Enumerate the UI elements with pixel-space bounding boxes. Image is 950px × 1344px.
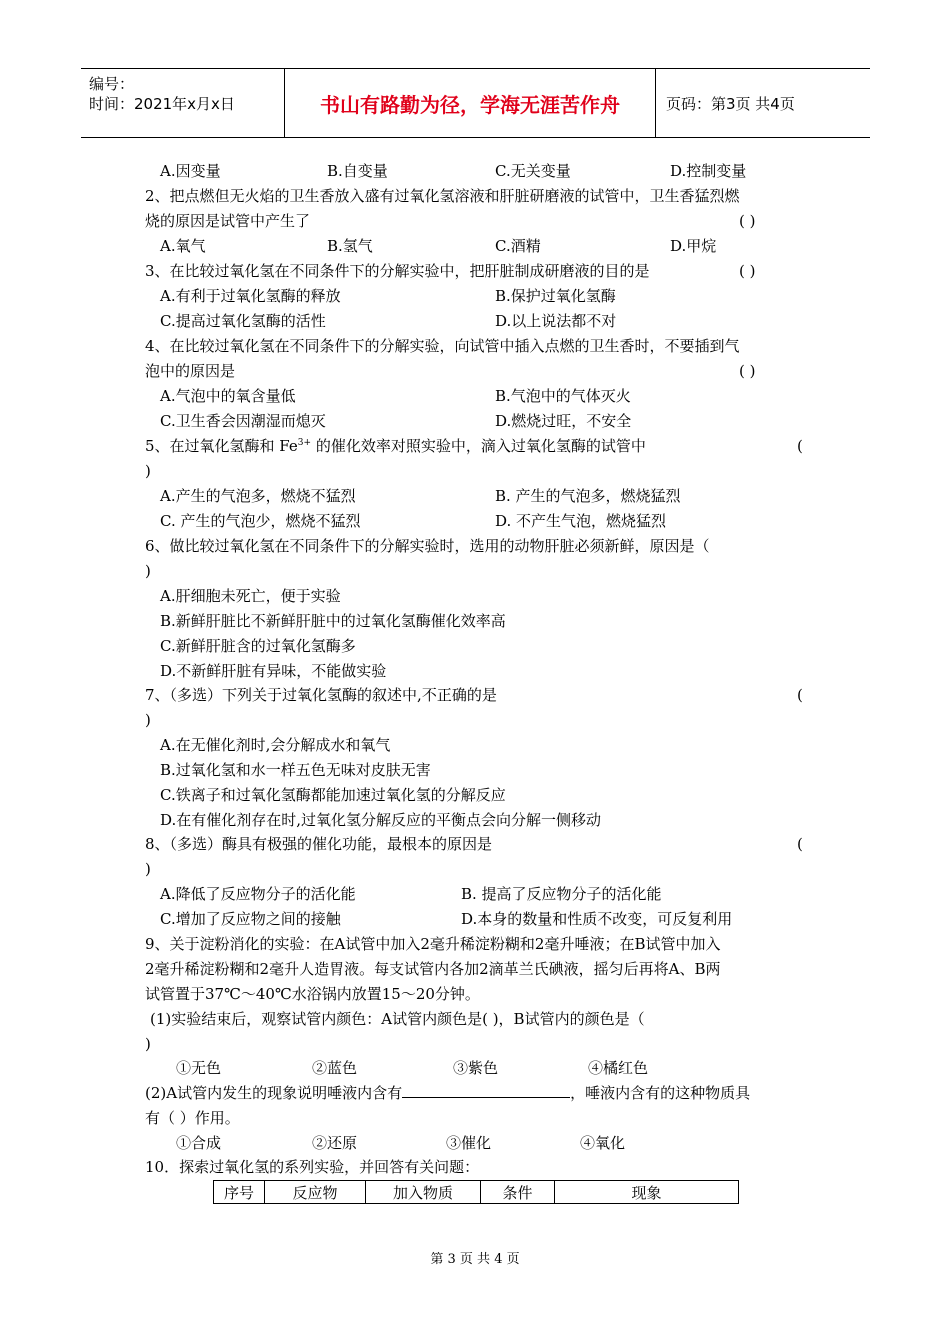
q9-sub2-option-2: ②还原 [312,1134,358,1152]
q3-option-d: D.以上说法都不对 [495,312,617,330]
q7-option-d: D.在有催化剂存在时,过氧化氢分解反应的平衡点会向分解一侧移动 [160,811,602,829]
q4-option-a: A.气泡中的氧含量低 [160,387,296,405]
q5-option-c: C. 产生的气泡少，燃烧不猛烈 [160,512,361,530]
q7-line1: 7、（多选）下列关于过氧化氢酶的叙述中,不正确的是 [145,686,497,704]
q5-option-a: A.产生的气泡多，燃烧不猛烈 [160,487,356,505]
col-header-added-substance: 加入物质 [366,1181,481,1204]
q6-option-b: B.新鲜肝脏比不新鲜肝脏中的过氧化氢酶催化效率高 [160,612,506,630]
col-header-reactant: 反应物 [265,1181,366,1204]
q5-option-d: D. 不产生气泡，燃烧猛烈 [495,512,667,530]
q7-paren-close: ) [145,711,151,729]
q5-text-b: 的催化效率对照实验中，滴入过氧化氢酶的试管中 [311,437,646,455]
header-info [81,69,285,137]
q5-text-a: 5、在过氧化氢酶和 Fe [145,437,298,455]
q4-option-c: C.卫生香会因潮湿而熄灭 [160,412,326,430]
q3-option-b: B.保护过氧化氢酶 [495,287,616,305]
q3-option-c: C.提高过氧化氢酶的活性 [160,312,326,330]
table-header-row [214,1181,739,1204]
q6-option-a: A.肝细胞未死亡，便于实验 [160,587,341,605]
q9-sub2-text-b: ，唾液内含有的这种物质具 [570,1084,751,1102]
q4-answer-paren: ( ) [739,362,756,380]
q9-sub2-option-3: ③催化 [446,1134,492,1152]
number-label: 编号： [89,75,135,93]
q7-option-a: A.在无催化剂时,会分解成水和氧气 [160,736,391,754]
q7-option-c: C.铁离子和过氧化氢酶都能加速过氧化氢的分解反应 [160,786,506,804]
q3-line1: 3、在比较过氧化氢在不同条件下的分解实验中，把肝脏制成研磨液的目的是 [145,262,650,280]
q6-line1: 6、做比较过氧化氢在不同条件下的分解实验时，选用的动物肝脏必须新鲜，原因是（ [145,537,710,555]
col-header-number: 序号 [214,1181,265,1204]
q8-paren-close: ) [145,860,151,878]
q1-option-b: B.自变量 [327,162,388,180]
q9-line2: 2毫升稀淀粉糊和2毫升人造胃液。每支试管内各加2滴革兰氏碘液，摇匀后再将A、B两 [145,960,721,978]
q8-option-b: B. 提高了反应物分子的活化能 [461,885,662,903]
q2-option-c: C.酒精 [495,237,541,255]
col-header-condition: 条件 [481,1181,555,1204]
q9-sub1-option-4: ④橘红色 [588,1059,649,1077]
q8-option-d: D.本身的数量和性质不改变，可反复利用 [461,910,733,928]
q2-line1: 2、把点燃但无火焰的卫生香放入盛有过氧化氢溶液和肝脏研磨液的试管中，卫生香猛烈燃 [145,187,740,205]
q9-sub1-option-2: ②蓝色 [312,1059,358,1077]
q2-answer-paren: ( ) [739,212,756,230]
q6-option-d: D.不新鲜肝脏有异味，不能做实验 [160,662,387,680]
q8-line1: 8、（多选）酶具有极强的催化功能，最根本的原因是 [145,835,493,853]
col-header-phenomenon: 现象 [555,1181,739,1204]
q6-option-c: C.新鲜肝脏含的过氧化氢酶多 [160,637,356,655]
q7-option-b: B.过氧化氢和水一样五色无味对皮肤无害 [160,761,431,779]
q1-option-c: C.无关变量 [495,162,571,180]
q4-line1: 4、在比较过氧化氢在不同条件下的分解实验，向试管中插入点燃的卫生香时，不要插到气 [145,337,740,355]
q9-sub1-option-3: ③紫色 [453,1059,499,1077]
q5-option-b: B. 产生的气泡多，燃烧猛烈 [495,487,681,505]
q4-line2: 泡中的原因是 [145,362,236,380]
q1-option-d: D.控制变量 [670,162,747,180]
q10-table [213,1180,739,1204]
q9-sub2-line2: 有（ ）作用。 [145,1109,240,1127]
q5-line1 [145,436,646,456]
q9-sub2-option-4: ④氧化 [580,1134,626,1152]
q6-paren-close: ) [145,562,151,580]
q5-paren-close: ) [145,462,151,480]
q8-paren-open: ( [797,835,803,853]
q9-sub1-paren-close: ) [145,1035,151,1053]
q1-option-a: A.因变量 [160,162,221,180]
header-page-label: 页码：第3页 共4页 [666,94,795,113]
q9-line1: 9、关于淀粉消化的实验：在A试管中加入2毫升稀淀粉糊和2毫升唾液；在B试管中加入 [145,935,721,953]
page-footer: 第 3 页 共 4 页 [430,1252,520,1267]
q9-line3: 试管置于37℃～40℃水浴锅内放置15～20分钟。 [145,985,480,1003]
q9-sub2-line1 [145,1083,750,1103]
q7-paren-open: ( [797,686,803,704]
q5-paren-open: ( [797,437,803,455]
q10-line1: 10．探索过氧化氢的系列实验，并回答有关问题： [145,1158,480,1176]
q8-option-c: C.增加了反应物之间的接触 [160,910,341,928]
q9-sub1-option-1: ①无色 [176,1059,222,1077]
q2-option-a: A.氧气 [160,237,206,255]
q9-sub2-text-a: (2)A试管内发生的现象说明唾液内含有 [145,1084,403,1102]
q9-sub1-line1: (1)实验结束后，观察试管内颜色：A试管内颜色是( )，B试管内的颜色是（ [150,1010,645,1028]
q9-answer-blank[interactable] [402,1083,570,1098]
q2-line2: 烧的原因是试管中产生了 [145,212,311,230]
q2-option-b: B.氢气 [327,237,373,255]
q4-option-d: D.燃烧过旺，不安全 [495,412,632,430]
q4-option-b: B.气泡中的气体灭火 [495,387,631,405]
q9-sub2-option-1: ①合成 [176,1134,222,1152]
date-label: 时间：2021年x月x日 [89,95,235,113]
q8-option-a: A.降低了反应物分子的活化能 [160,885,356,903]
q3-answer-paren: ( ) [739,262,756,280]
page-header [81,68,870,138]
q2-option-d: D.甲烷 [670,237,717,255]
q3-option-a: A.有利于过氧化氢酶的释放 [160,287,341,305]
header-motto: 书山有路勤为径，学海无涯苦作舟 [285,69,656,137]
q5-superscript: 3+ [297,438,312,448]
